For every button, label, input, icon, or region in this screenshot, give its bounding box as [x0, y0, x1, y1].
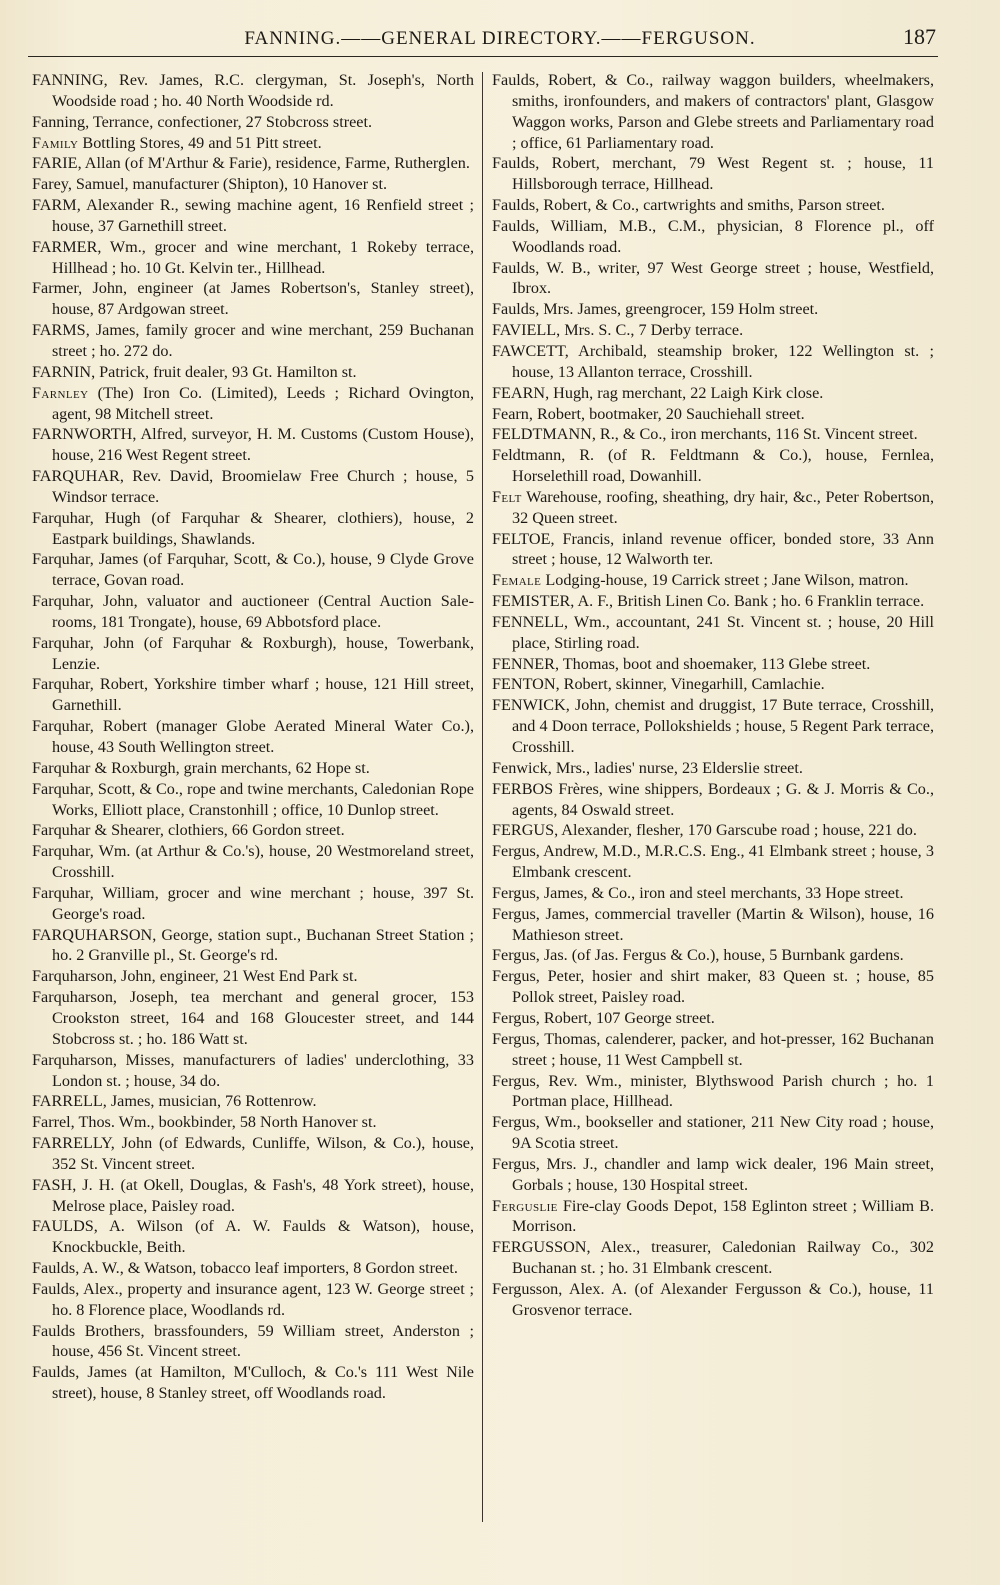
directory-entry [32, 925, 474, 967]
directory-entry [32, 195, 474, 237]
entry-surname: Faulds [492, 196, 536, 215]
entry-details: & Roxburgh, grain merchants, 62 Hope st. [90, 758, 370, 777]
entry-surname: FEMISTER [492, 592, 571, 611]
directory-entry [32, 133, 474, 154]
entry-surname: FERBOS [492, 779, 554, 798]
entry-details: , John (of Farquhar & Roxburgh), house, Towerbank, Lenzie. [52, 633, 474, 673]
entry-surname: Faulds [492, 216, 536, 235]
entry-details: (The) Iron Co. (Limited), Leeds ; Richard Ovington, agent, 98 Mitchell street. [52, 383, 474, 423]
entry-surname: Farquhar [32, 675, 90, 694]
entry-details: , Alex., treasurer, Caledonian Railway Co., 302 Buchanan st. ; ho. 31 Elmbank crescent. [512, 1238, 934, 1278]
directory-entry [32, 383, 474, 425]
entry-surname: Faulds [492, 300, 536, 319]
entry-surname: FENWICK [492, 696, 566, 715]
entry-details: , John, engineer (at James Robertson's, Stanley street), house, 87 Ardgowan street. [52, 279, 474, 319]
entry-details: , John (of Edwards, Cunliffe, Wilson, & Co.), house, 352 St. Vincent street. [52, 1134, 474, 1173]
entry-details: , James, & Co., iron and steel merchants, 33 Hope street. [535, 883, 904, 902]
entry-details: Lodging-house, 19 Carrick street ; Jane Wilson, matron. [541, 571, 909, 590]
directory-entry [492, 216, 934, 258]
directory-entry [32, 362, 474, 383]
entry-surname: Farquhar [32, 717, 90, 736]
directory-entry [492, 1112, 934, 1154]
entry-details: , Francis, inland revenue officer, bonded store, 33 Ann street ; house, 12 Walworth ter. [512, 529, 934, 569]
entry-surname: Farey [32, 175, 68, 194]
entry-details: , A. Wilson (of A. W. Faulds & Watson), house, Knockbuckle, Beith. [52, 1217, 474, 1257]
entry-details: , Hugh, rag merchant, 22 Laigh Kirk close. [545, 383, 824, 402]
entry-surname: Farquhar [32, 508, 90, 527]
entry-surname: Fanning [32, 112, 86, 131]
directory-entry [492, 570, 934, 591]
entry-details: , Mrs., ladies' nurse, 23 Elderslie street. [547, 758, 803, 777]
directory-entry [492, 1071, 934, 1113]
directory-entry [32, 1050, 474, 1092]
directory-entry [32, 112, 474, 133]
entry-details: , James, musician, 76 Rottenrow. [102, 1092, 317, 1111]
entry-surname: Farquhar [32, 592, 90, 611]
directory-entry [492, 383, 934, 404]
directory-entry [32, 591, 474, 633]
entry-details: , Scott, & Co., rope and twine merchants, Caledonian Rope Works, Elliott place, Cranstonhill ; office, 10 Dunlop street. [52, 779, 474, 819]
entry-details: , James, commercial traveller (Martin & Wilson), house, 16 Mathieson street. [512, 904, 934, 944]
directory-entry [32, 1175, 474, 1217]
directory-entry [492, 299, 934, 320]
entry-surname: Faulds [492, 258, 536, 277]
entry-details: , William, grocer and wine merchant ; house, 397 St. George's road. [52, 883, 474, 923]
entry-surname: Faulds [32, 1321, 76, 1340]
entry-details: , Rev. James, R.C. clergyman, St. Joseph's, North Woodside road ; ho. 40 North Woodside rd. [52, 71, 474, 110]
entry-details: , Wm. (at Arthur & Co.'s), house, 20 Westmoreland street, Crosshill. [52, 842, 474, 882]
entry-details: , Thos. Wm., bookbinder, 58 North Hanover st. [70, 1113, 377, 1132]
entry-surname: Female [492, 571, 542, 590]
directory-entry [32, 1091, 474, 1112]
entry-surname: Felt [492, 487, 522, 506]
entry-surname: Fergus [492, 1071, 536, 1090]
entry-surname: Farnley [32, 383, 89, 402]
entry-surname: Fergus [492, 946, 536, 965]
page-number: 187 [903, 24, 936, 49]
entry-surname: FELDTMANN [492, 425, 592, 444]
entry-details: , James, family grocer and wine merchant, 259 Buchanan street ; ho. 272 do. [52, 321, 474, 360]
entry-surname: FARQUHARSON [32, 925, 153, 944]
entry-details: , R. (of R. Feldtmann & Co.), house, Fernlea, Horselethill road, Dowanhill. [512, 446, 934, 486]
entry-surname: Fergus [492, 883, 536, 902]
entry-surname: Farquhar [32, 821, 91, 840]
directory-entry [492, 487, 934, 529]
entry-surname: Fenwick [492, 758, 548, 777]
directory-entry [492, 966, 934, 1008]
directory-entry [492, 612, 934, 654]
entry-surname: FENNELL [492, 612, 564, 631]
entry-surname: Farquharson [32, 1050, 113, 1069]
entry-surname: FARNWORTH [32, 425, 133, 444]
entry-surname: FENTON [492, 675, 556, 694]
directory-entry [32, 779, 474, 821]
directory-entry [492, 904, 934, 946]
directory-entry [32, 278, 474, 320]
entry-details: , George, station supt., Buchanan Street Station ; ho. 2 Granville pl., St. George's rd. [52, 925, 474, 965]
entry-surname: Faulds [492, 154, 536, 173]
entry-details: , Jas. (of Jas. Fergus & Co.), house, 5 Burnbank gardens. [535, 946, 904, 965]
right-column [492, 70, 934, 1560]
entry-details: , W. B., writer, 97 West George street ; house, Westfield, Ibrox. [512, 258, 934, 298]
directory-entry [492, 258, 934, 300]
directory-entry [32, 1133, 474, 1175]
entry-surname: Farquharson [32, 988, 113, 1007]
entry-details: , Robert, merchant, 79 West Regent st. ; house, 11 Hillsborough terrace, Hillhead. [512, 154, 934, 194]
entry-details: , Alex., property and insurance agent, 123 W. George street ; ho. 8 Florence place, Woodlands rd. [52, 1279, 474, 1319]
entry-details: , John, chemist and druggist, 17 Bute terrace, Crosshill, and 4 Doon terrace, Pollokshields ; house, 5 Regent Park terrace, Crosshill. [512, 696, 934, 756]
entry-surname: FARMER [32, 237, 98, 256]
entry-surname: FAVIELL [492, 321, 557, 340]
entry-details: Warehouse, roofing, sheathing, dry hair, &c., Peter Robertson, 32 Queen street. [512, 487, 934, 527]
entry-surname: Farquhar [32, 758, 91, 777]
entry-details: , Joseph, tea merchant and general grocer, 153 Crookston street, 164 and 168 Gloucester street, and 144 Stobcross st. ; ho. 186 Watt st. [52, 988, 474, 1048]
directory-entry [32, 1258, 474, 1279]
directory-entry [32, 674, 474, 716]
entry-details: , Wm., bookseller and stationer, 211 New City road ; house, 9A Scotia street. [512, 1113, 934, 1153]
running-head: FANNING.——GENERAL DIRECTORY.——FERGUSON. [244, 28, 756, 49]
entry-details: , Robert, & Co., cartwrights and smiths, Parson street. [535, 196, 885, 215]
entry-surname: Faulds [32, 1259, 76, 1278]
directory-entry [32, 966, 474, 987]
entry-surname: Fergusson [492, 1279, 559, 1298]
entry-surname: Farquharson [32, 967, 113, 986]
directory-entry [492, 195, 934, 216]
entry-details: , Alexander R., sewing machine agent, 16 Renfield street ; house, 37 Garnethill street. [52, 196, 474, 235]
entry-surname: Fergus [492, 904, 536, 923]
directory-entry [492, 320, 934, 341]
entry-surname: Fergus [492, 1008, 536, 1027]
entry-details: Brothers, brassfounders, 59 William street, Anderston ; house, 456 St. Vincent street. [52, 1321, 474, 1361]
directory-entry [32, 508, 474, 550]
entry-details: , James (of Farquhar, Scott, & Co.), house, 9 Clyde Grove terrace, Govan road. [52, 550, 474, 590]
directory-entry [32, 153, 474, 174]
directory-entry [492, 1154, 934, 1196]
directory-entry [492, 654, 934, 675]
entry-details: , Mrs. James, greengrocer, 159 Holm street. [535, 300, 819, 319]
entry-details: Fire-clay Goods Depot, 158 Eglinton street ; William B. Morrison. [512, 1196, 934, 1236]
entry-surname: Farquhar [32, 883, 90, 902]
directory-entry [492, 779, 934, 821]
directory-entry [492, 591, 934, 612]
directory-entry [492, 404, 934, 425]
directory-entry [492, 883, 934, 904]
directory-entry [32, 174, 474, 195]
entry-details: Bottling Stores, 49 and 51 Pitt street. [78, 133, 322, 152]
directory-entry [32, 424, 474, 466]
entry-details: , R., & Co., iron merchants, 116 St. Vincent street. [591, 425, 918, 444]
entry-details: , Robert, & Co., railway waggon builders, wheelmakers, smiths, ironfounders, and makers of contractors' plant, Glasgow Waggon works, Parson and Glebe streets and Parliamentary road ; office, 61 Parliamentary road. [512, 71, 934, 152]
directory-entry [492, 424, 934, 445]
entry-details: , Robert, bootmaker, 20 Sauchiehall street. [528, 404, 805, 423]
entry-details: , Robert, Yorkshire timber wharf ; house, 121 Hill street, Garnethill. [52, 675, 474, 715]
entry-details: , John, valuator and auctioneer (Central Auction Sale-rooms, 181 Trongate), house, 69 Abbotsford place. [52, 592, 474, 631]
entry-details: , Rev. Wm., minister, Blythswood Parish church ; ho. 1 Portman place, Hillhead. [512, 1071, 934, 1111]
directory-entry [492, 529, 934, 571]
entry-details: , Thomas, calenderer, packer, and hot-presser, 162 Buchanan street ; house, 11 West Campbell st. [512, 1029, 934, 1069]
directory-entry [492, 1279, 934, 1321]
entry-details: , A. F., British Linen Co. Bank ; ho. 6 Franklin terrace. [570, 592, 925, 611]
entry-surname: Fearn [492, 404, 529, 423]
entry-surname: Farrel [32, 1113, 71, 1132]
entry-details: , Robert (manager Globe Aerated Mineral Water Co.), house, 43 South Wellington street. [52, 717, 474, 756]
entry-details: , Alfred, surveyor, H. M. Customs (Custom House), house, 216 West Regent street. [52, 425, 474, 465]
entry-details: , Andrew, M.D., M.R.C.S. Eng., 41 Elmbank street ; house, 3 Elmbank crescent. [512, 842, 934, 882]
entry-surname: Farquhar [32, 779, 90, 798]
directory-entry [32, 320, 474, 362]
directory-entry [32, 549, 474, 591]
entry-details: , Rev. David, Broomielaw Free Church ; house, 5 Windsor terrace. [52, 467, 474, 506]
entry-details: , Robert, 107 George street. [535, 1008, 715, 1027]
entry-details: , Alex. A. (of Alexander Fergusson & Co.), house, 11 Grosvenor terrace. [512, 1279, 934, 1319]
entry-surname: FELTOE [492, 529, 551, 548]
entry-details: , A. W., & Watson, tobacco leaf importers, 8 Gordon street. [75, 1259, 458, 1278]
entry-details: , Thomas, boot and shoemaker, 113 Glebe street. [554, 654, 871, 673]
entry-details: Frères, wine shippers, Bordeaux ; G. & J. Morris & Co., agents, 84 Oswald street. [512, 779, 934, 819]
directory-entry [492, 1237, 934, 1279]
entry-surname: FARIE [32, 154, 78, 173]
directory-entry [32, 758, 474, 779]
entry-surname: Faulds [32, 1279, 76, 1298]
entry-surname: Farquhar [32, 550, 90, 569]
entry-details: , William, M.B., C.M., physician, 8 Florence pl., off Woodlands road. [512, 216, 934, 256]
directory-entry [32, 883, 474, 925]
entry-details: , Mrs. S. C., 7 Derby terrace. [556, 321, 744, 340]
entry-surname: Farquhar [32, 633, 90, 652]
entry-surname: Feldtmann [492, 446, 562, 465]
entry-details: , Terrance, confectioner, 27 Stobcross street. [85, 112, 373, 131]
directory-entry [492, 945, 934, 966]
directory-entry [32, 987, 474, 1050]
directory-entry [492, 674, 934, 695]
entry-surname: Faulds [492, 71, 536, 89]
directory-entry [32, 716, 474, 758]
entry-surname: Farmer [32, 279, 79, 298]
entry-surname: FARM [32, 196, 77, 215]
entry-details: , James (at Hamilton, M'Culloch, & Co.'s 111 West Nile street), house, 8 Stanley street, off Woodlands road. [52, 1363, 474, 1403]
directory-entry [492, 445, 934, 487]
directory-entry [492, 695, 934, 758]
entry-details: & Shearer, clothiers, 66 Gordon street. [90, 821, 345, 840]
header-rule [28, 56, 938, 57]
entry-surname: FARMS [32, 321, 86, 340]
entry-surname: FEARN [492, 383, 546, 402]
directory-entry [32, 1321, 474, 1363]
entry-details: , Allan (of M'Arthur & Farie), residence, Farme, Rutherglen. [77, 154, 470, 173]
directory-entry [492, 1008, 934, 1029]
entry-surname: FENNER [492, 654, 555, 673]
entry-surname: Family [32, 133, 79, 152]
directory-entry [32, 1112, 474, 1133]
directory-entry [492, 1029, 934, 1071]
entry-surname: FARNIN [32, 362, 92, 381]
entry-details: , Alexander, flesher, 170 Garscube road ; house, 221 do. [554, 821, 917, 840]
entry-surname: FAULDS [32, 1217, 94, 1236]
entry-surname: Farquhar [32, 842, 90, 861]
directory-entry [32, 1279, 474, 1321]
entry-details: , Archibald, steamship broker, 122 Wellington st. ; house, 13 Allanton terrace, Crosshill. [512, 341, 934, 381]
entry-details: , Patrick, fruit dealer, 93 Gt. Hamilton st. [91, 362, 357, 381]
entry-surname: Fergus [492, 842, 536, 861]
entry-details: , Hugh (of Farquhar & Shearer, clothiers), house, 2 Eastpark buildings, Shawlands. [52, 508, 474, 548]
left-column [32, 70, 474, 1560]
directory-entry [32, 1216, 474, 1258]
directory-entry [492, 758, 934, 779]
directory-entry [32, 841, 474, 883]
directory-entry [492, 1196, 934, 1238]
entry-details: , Samuel, manufacturer (Shipton), 10 Hanover st. [67, 175, 387, 194]
entry-surname: FARRELL [32, 1092, 103, 1111]
directory-entry [32, 820, 474, 841]
entry-surname: Fergus [492, 1029, 536, 1048]
entry-details: , Peter, hosier and shirt maker, 83 Queen st. ; house, 85 Pollok street, Paisley road. [512, 967, 934, 1007]
directory-entry [492, 820, 934, 841]
entry-details: , Mrs. J., chandler and lamp wick dealer, 196 Main street, Gorbals ; house, 130 Hospital street. [512, 1154, 934, 1194]
entry-surname: Fergus [492, 967, 536, 986]
entry-details: , John, engineer, 21 West End Park st. [112, 967, 358, 986]
entry-surname: FASH [32, 1175, 73, 1194]
entry-details: , Wm., accountant, 241 St. Vincent st. ; house, 20 Hill place, Stirling road. [512, 612, 934, 652]
directory-entry [492, 70, 934, 153]
directory-entry [32, 466, 474, 508]
entry-surname: FARQUHAR [32, 467, 120, 486]
directory-entry [32, 237, 474, 279]
entry-surname: FARRELLY [32, 1134, 111, 1153]
page-header [0, 22, 1000, 58]
directory-entry [32, 1362, 474, 1404]
directory-entry [492, 841, 934, 883]
entry-details: , J. H. (at Okell, Douglas, & Fash's, 48 York street), house, Melrose place, Paisley road. [52, 1175, 474, 1215]
entry-details: , Misses, manufacturers of ladies' underclothing, 33 London st. ; house, 34 do. [52, 1050, 474, 1090]
entry-surname: Fergus [492, 1154, 536, 1173]
entry-details: , Wm., grocer and wine merchant, 1 Rokeby terrace, Hillhead ; ho. 10 Gt. Kelvin ter., Hillhead. [52, 237, 474, 277]
entry-surname: FAWCETT [492, 341, 565, 360]
directory-entry [492, 153, 934, 195]
entry-surname: FERGUSSON [492, 1238, 587, 1257]
directory-entry [32, 70, 474, 112]
column-divider [482, 72, 483, 1522]
entry-surname: FANNING [32, 71, 104, 89]
entry-surname: Ferguslie [492, 1196, 558, 1215]
entry-surname: FERGUS [492, 821, 555, 840]
entry-details: , Robert, skinner, Vinegarhill, Camlachie. [555, 675, 825, 694]
directory-entry [492, 341, 934, 383]
entry-surname: Faulds [32, 1363, 76, 1382]
entry-surname: Fergus [492, 1113, 536, 1132]
directory-entry [32, 633, 474, 675]
